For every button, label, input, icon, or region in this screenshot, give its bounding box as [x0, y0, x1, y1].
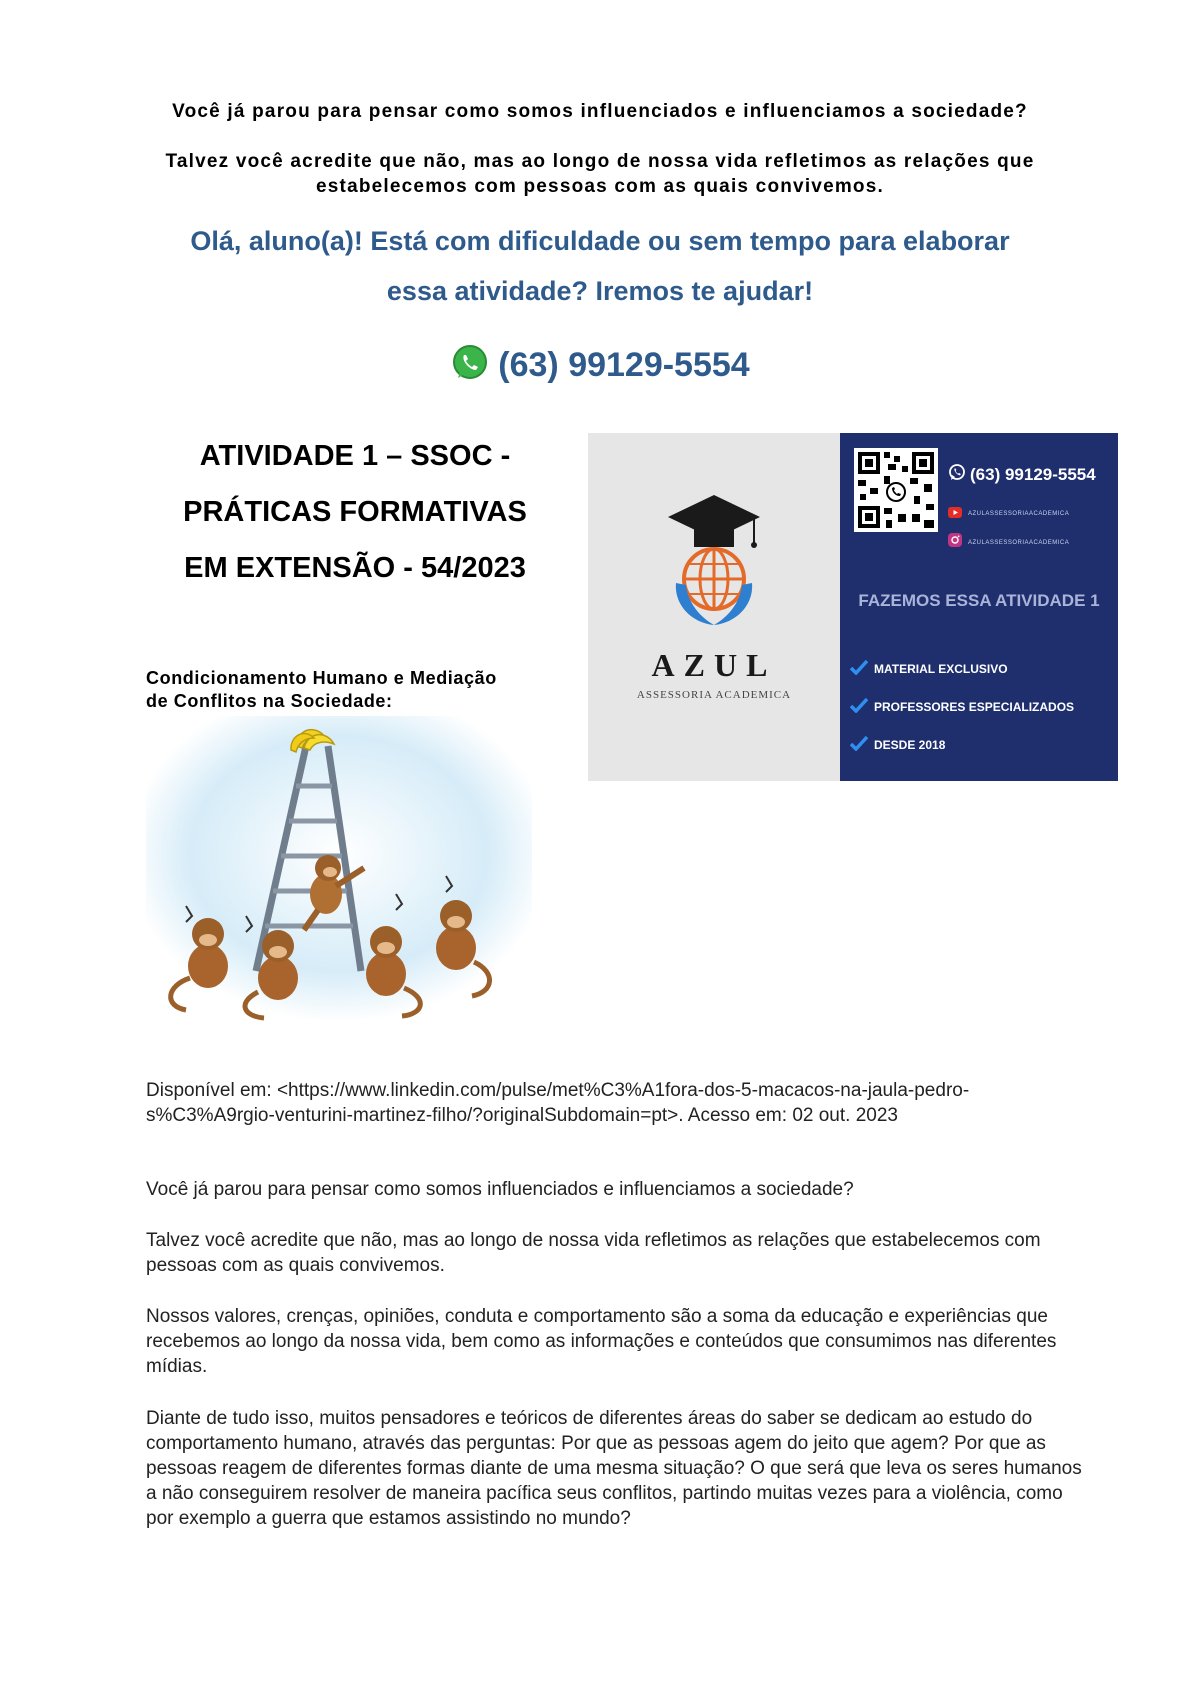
intro-statement-line1: Talvez você acredite que não, mas ao longo de nossa vida refletimos as relações que	[165, 151, 1035, 172]
checkmark-icon	[850, 697, 868, 716]
banner-youtube-handle: AZULASSESSORIAACADEMICA	[968, 511, 1070, 517]
body-paragraph-4: Diante de tudo isso, muitos pensadores e teóricos de diferentes áreas do saber se dedicam ao estudo do comportamento humano, através das perguntas: Por que as pessoas agem do jeito que agem? Por que as pessoas reagem de diferentes formas diante de uma mesma situação? O que será que leva os seres humanos a não conseguirem resolver de maneira pacífica seus conflitos, partindo muitas vezes para a violência, como por exemplo a guerra que estamos assistindo no mundo?	[146, 1408, 1082, 1529]
body-paragraph-3: Nossos valores, crenças, opiniões, conduta e comportamento são a soma da educação e experiências que recebemos ao longo da nossa vida, bem como as informações e conteúdos que consumimos nas diferentes mídias.	[146, 1306, 1057, 1377]
activity-title	[140, 428, 570, 596]
banner-instagram-row[interactable]	[948, 533, 1069, 552]
banner-logo-subtitle: ASSESSORIA ACADEMICA	[636, 689, 792, 701]
intro-statement-line2: estabelecemos com pessoas com as quais convivemos.	[316, 176, 884, 197]
monkeys-ladder-illustration	[146, 716, 532, 1022]
banner-item-label: MATERIAL EXCLUSIVO	[874, 661, 1008, 676]
promo-line2: essa atividade? Iremos te ajudar!	[386, 276, 814, 306]
banner-youtube-row[interactable]	[948, 505, 1069, 523]
checkmark-icon	[850, 659, 868, 678]
activity-title-line3: EM EXTENSÃO - 54/2023	[184, 552, 526, 584]
promo-line1: Olá, aluno(a)! Está com dificuldade ou sem tempo para elaborar	[190, 226, 1010, 256]
youtube-icon	[948, 505, 962, 523]
banner-item	[850, 735, 945, 754]
instagram-icon	[948, 533, 962, 552]
banner-logo-name: AZUL	[651, 647, 777, 683]
body-paragraph-2: Talvez você acredite que não, mas ao longo de nossa vida refletimos as relações que estabelecemos com pessoas com as quais convivemos.	[146, 1230, 1041, 1276]
qr-code-icon[interactable]	[854, 448, 938, 532]
banner-info-panel	[840, 433, 1118, 781]
banner-item	[850, 697, 1074, 716]
activity-title-line2: PRÁTICAS FORMATIVAS	[183, 496, 527, 528]
banner-headline: FAZEMOS ESSA ATIVIDADE 1	[858, 591, 1100, 610]
source-citation: Disponível em: <https://www.linkedin.com/pulse/met%C3%A1fora-dos-5-macacos-na-jaula-pedro-s%C3%A9rgio-venturini-martinez-filho/?originalSubdomain=pt>. Acesso em: 02 out. 2023	[146, 1080, 970, 1126]
whatsapp-icon	[450, 343, 490, 388]
banner-phone[interactable]	[948, 463, 1096, 486]
banner-phone-number: (63) 99129-5554	[970, 464, 1096, 484]
banner-item-label: DESDE 2018	[874, 737, 946, 752]
banner-instagram-handle: AZULASSESSORIAACADEMICA	[968, 539, 1070, 546]
banner-item	[850, 659, 1008, 678]
checkmark-icon	[850, 735, 868, 754]
banner-logo-panel	[588, 433, 840, 781]
section-subtitle	[146, 667, 576, 713]
promo-phone-row[interactable]	[0, 340, 1200, 390]
intro-question: Você já parou para pensar como somos influenciados e influenciamos a sociedade?	[172, 101, 1028, 122]
whatsapp-icon	[948, 463, 966, 486]
promo-banner	[588, 433, 1118, 781]
body-paragraph-1: Você já parou para pensar como somos influenciados e influenciamos a sociedade?	[146, 1179, 854, 1200]
activity-title-line1: ATIVIDADE 1 – SSOC -	[199, 440, 511, 472]
banner-item-label: PROFESSORES ESPECIALIZADOS	[874, 699, 1075, 714]
promo-phone-number: (63) 99129-5554	[498, 345, 750, 384]
section-subtitle-line1: Condicionamento Humano e Mediação	[146, 668, 497, 688]
section-subtitle-line2: de Conflitos na Sociedade:	[146, 691, 393, 711]
